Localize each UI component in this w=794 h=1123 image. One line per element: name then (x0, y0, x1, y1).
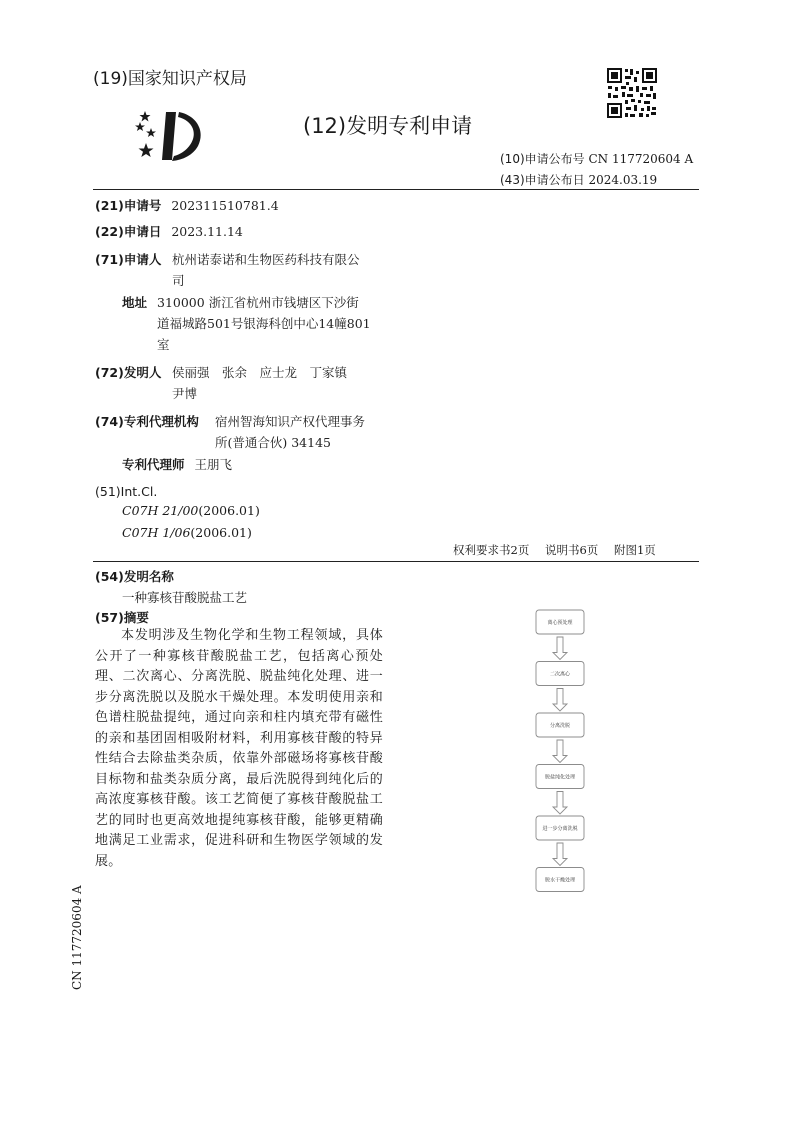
ipc-code: C07H 21/00 (122, 503, 199, 518)
ipc-item (122, 503, 260, 518)
application-date: 2023.11.14 (171, 224, 243, 239)
flow-step-label: 脱水干燥处理 (544, 877, 576, 884)
ipc-version: (2006.01) (198, 503, 260, 518)
agency-line-1: 宿州智海知识产权代理事务 (215, 414, 366, 429)
application-number: 202311510781.4 (171, 198, 279, 213)
qr-code (606, 67, 658, 119)
abstract-label: (57)摘要 (95, 610, 149, 625)
applicant-line-2: 司 (172, 273, 185, 288)
page-counts (453, 542, 656, 558)
applicant-line-1: 杭州诺泰诺和生物医药科技有限公 (172, 252, 360, 267)
office-name: (19)国家知识产权局 (93, 69, 247, 89)
agent-label: 专利代理师 (122, 457, 185, 472)
claims-pages: 权利要求书2页 (453, 543, 530, 557)
agency-label: (74)专利代理机构 (95, 414, 199, 429)
application-date-row (95, 221, 243, 242)
agency-line-2: 所(普通合伙) 34145 (215, 435, 331, 450)
agent-name: 王朋飞 (194, 457, 233, 472)
flow-arrow-icon (553, 740, 567, 763)
ipc-label: (51)Int.Cl. (95, 484, 158, 499)
flow-arrow-icon (553, 792, 567, 815)
inventors-line-1: 侯丽强 张余 应士龙 丁家镇 (172, 365, 348, 380)
publication-date: 2024.03.19 (588, 173, 658, 187)
publication-number-row (500, 150, 693, 167)
side-publication-number: CN 117720604 A (70, 885, 84, 990)
address-label: 地址 (122, 295, 148, 310)
publication-date-row (500, 171, 657, 188)
header-divider (93, 189, 699, 190)
flow-step-label: 进一步分离洗脱 (542, 825, 578, 832)
qr-code-icon (606, 67, 658, 119)
flow-step-label: 脱盐纯化处理 (544, 774, 576, 781)
title-label: (54)发明名称 (95, 569, 174, 584)
publication-date-label: (43)申请公布日 (500, 173, 585, 187)
flow-step-label: 分离洗脱 (549, 722, 571, 729)
application-number-label: (21)申请号 (95, 198, 162, 213)
application-number-row (95, 195, 279, 216)
applicant-label: (71)申请人 (95, 252, 162, 267)
flow-arrow-icon (553, 637, 567, 660)
inventors-label: (72)发明人 (95, 365, 162, 380)
ipc-code: C07H 1/06 (122, 525, 191, 540)
application-date-label: (22)申请日 (95, 224, 162, 239)
flow-step-label: 离心预处理 (547, 619, 573, 626)
process-flowchart (510, 606, 610, 906)
publication-number: CN 117720604 A (588, 152, 694, 166)
ipc-version: (2006.01) (190, 525, 252, 540)
address-line-2: 道福城路501号银海科创中心14幢801 (157, 316, 371, 331)
flow-arrow-icon (553, 843, 567, 866)
ipc-item (122, 525, 252, 540)
invention-title: 一种寡核苷酸脱盐工艺 (122, 590, 248, 605)
flow-arrow-icon (553, 689, 567, 712)
cnipa-logo (132, 108, 206, 164)
flow-step-label: 二次离心 (549, 671, 571, 678)
agent-row (122, 454, 232, 475)
description-pages: 说明书6页 (544, 543, 599, 557)
drawings-pages: 附图1页 (613, 543, 656, 557)
cnipa-emblem-icon (132, 108, 206, 164)
inventors-line-2: 尹博 (172, 386, 198, 401)
pages-divider (93, 561, 699, 562)
publication-number-label: (10)申请公布号 (500, 152, 585, 166)
address-line-1: 310000 浙江省杭州市钱塘区下沙街 (157, 295, 359, 310)
document-type: (12)发明专利申请 (303, 114, 473, 138)
abstract-text: 本发明涉及生物化学和生物工程领域，具体公开了一种寡核苷酸脱盐工艺，包括离心预处理、二次离心、分离洗脱、脱盐纯化处理、进一步分离洗脱以及脱水干燥处理。本发明使用亲和色谱柱脱盐提纯，通过向亲和柱内填充带有磁性的亲和基团固相吸附材料，利用寡核苷酸的特异性结合去除盐类杂质，依靠外部磁场将寡核苷酸目标物和盐类杂质分离，最后洗脱得到纯化后的高浓度寡核苷酸。该工艺简便了寡核苷酸脱盐工艺的同时也更高效地提纯寡核苷酸，能够更精确地满足工业需求，促进科研和生物医学领域的发展。 (95, 628, 383, 869)
address-line-3: 室 (157, 337, 170, 352)
